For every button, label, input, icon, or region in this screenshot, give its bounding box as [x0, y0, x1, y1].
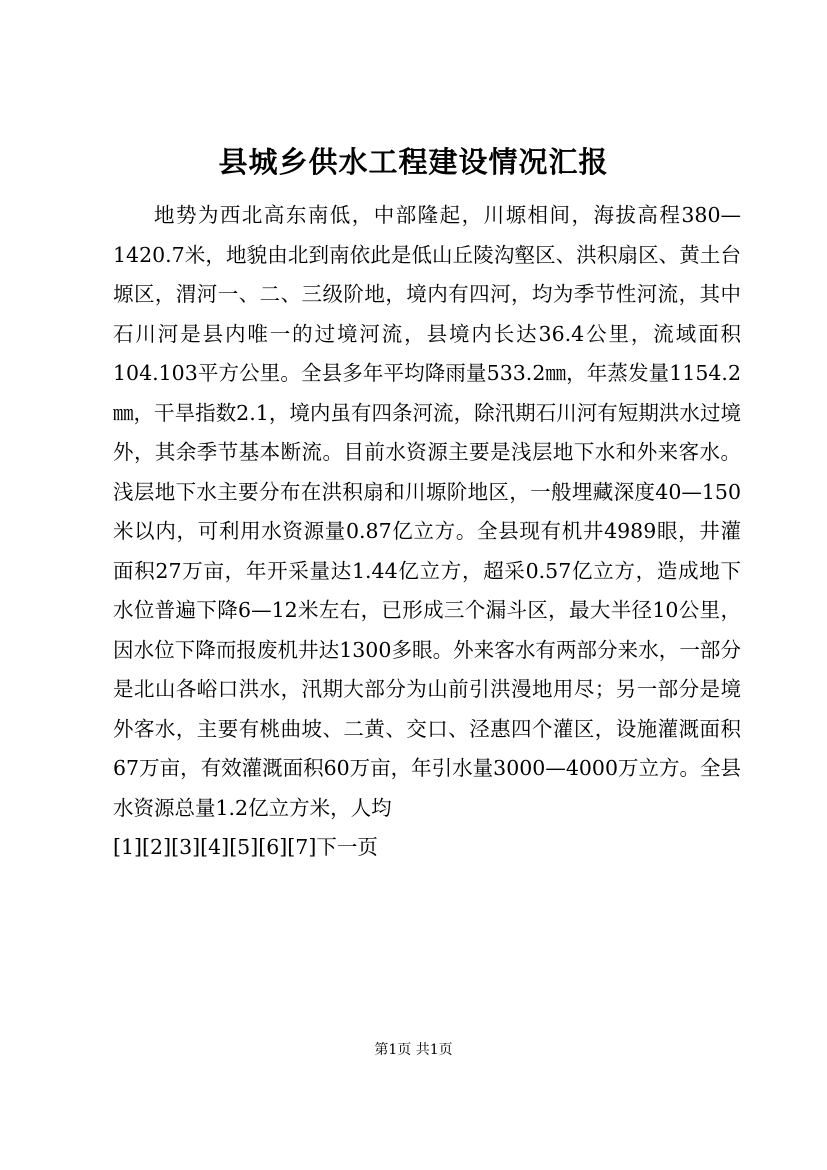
- document-body: [113, 196, 741, 868]
- page-link-4[interactable]: [4]: [200, 835, 230, 859]
- next-page-link[interactable]: 下一页: [316, 835, 378, 859]
- page-link-5[interactable]: [5]: [229, 835, 259, 859]
- body-paragraph: 地势为西北高东南低，中部隆起，川塬相间，海拔高程380—1420.7米，地貌由北到南依此是低山丘陵沟壑区、洪积扇区、黄土台塬区，渭河一、二、三级阶地，境内有四河，均为季节性河流，其中石川河是县内唯一的过境河流，县境内长达36.4公里，流域面积104.103平方公里。全县多年平均降雨量533.2㎜，年蒸发量1154.2㎜，干旱指数2.1，境内虽有四条河流，除汛期石川河有短期洪水过境外，其余季节基本断流。目前水资源主要是浅层地下水和外来客水。浅层地下水主要分布在洪积扇和川塬阶地区，一般埋藏深度40—150米以内，可利用水资源量0.87亿立方。全县现有机井4989眼，井灌面积27万亩，年开采量达1.44亿立方，超采0.57亿立方，造成地下水位普遍下降6—12米左右，已形成三个漏斗区，最大半径10公里，因水位下降而报废机井达1300多眼。外来客水有两部分来水，一部分是北山各峪口洪水，汛期大部分为山前引洪漫地用尽；另一部分是境外客水，主要有桃曲坡、二黄、交口、泾惠四个灌区，设施灌溉面积67万亩，有效灌溉面积60万亩，年引水量3000—4000万立方。全县水资源总量1.2亿立方米，人均: [113, 203, 742, 820]
- page-link-1[interactable]: [1]: [113, 835, 143, 859]
- page-number-text: 第1页 共1页: [374, 1042, 453, 1058]
- page-link-7[interactable]: [7]: [287, 835, 317, 859]
- pagination: [113, 828, 741, 868]
- document-title: 县城乡供水工程建设情况汇报: [218, 145, 609, 179]
- page-footer: [0, 1040, 827, 1060]
- page-link-2[interactable]: [2]: [142, 835, 172, 859]
- page-link-3[interactable]: [3]: [171, 835, 201, 859]
- page-link-6[interactable]: [6]: [258, 835, 288, 859]
